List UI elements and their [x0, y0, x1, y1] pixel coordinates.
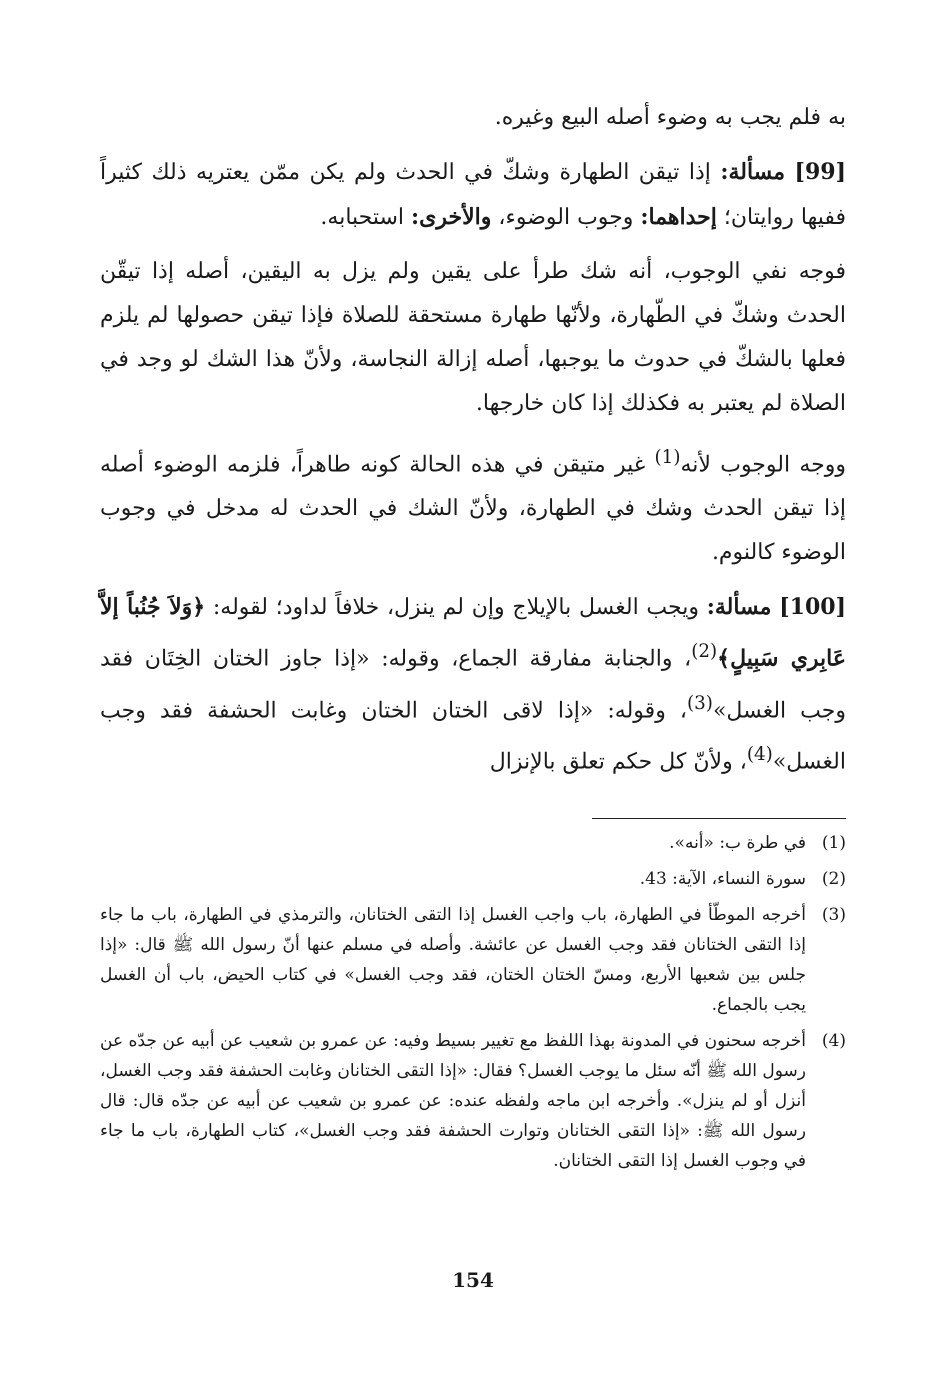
issue-text: إذا تيقن الطهارة وشكّ في الحدث ولم يكن ممّن يعتريه ذلك كثيراً ففيها روايتان؛	[100, 160, 846, 230]
second-narration-label: والأخرى:	[411, 204, 492, 230]
page-number: 154	[452, 1268, 494, 1292]
paragraph-continuation: به فلم يجب به وضوء أصله البيع وغيره.	[494, 105, 846, 130]
footnote-number: (1)	[821, 833, 846, 853]
quran-verse: ﴿وَلاَ جُنُباً إلاَّ عَابِري سَبِيلٍ﴾	[100, 594, 847, 672]
issue-text-end: ، ولأنّ كل حكم تعلق بالإنزال	[489, 749, 747, 775]
footnote-number: (2)	[821, 869, 846, 889]
first-narration-text: وجوب الوضوء،	[491, 205, 641, 230]
footnote-separator	[592, 818, 846, 819]
footnote-2	[100, 864, 846, 894]
footnote-4	[100, 1026, 846, 1176]
first-narration-label: إحداهما:	[640, 204, 717, 230]
footnote-ref-1[interactable]: (1)	[654, 447, 681, 468]
paragraph-issue-99	[100, 150, 846, 240]
footnote-number: (4)	[821, 1031, 846, 1051]
issue-number: [100]	[779, 594, 846, 621]
footnote-text: سورة النساء، الآية: 43.	[639, 869, 806, 889]
issue-number: [99]	[794, 159, 846, 185]
issue-label: مسألة:	[720, 159, 786, 185]
footnote-ref-2[interactable]: (2)	[691, 641, 718, 663]
footnote-number: (3)	[821, 905, 846, 925]
footnote-3	[100, 900, 846, 1020]
footnotes	[100, 828, 846, 1182]
obligation-text-start: ووجه الوجوب لأنه	[680, 452, 846, 478]
footnote-ref-3[interactable]: (3)	[686, 692, 713, 714]
footnote-text: أخرجه سحنون في المدونة بهذا اللفظ مع تغيير بسيط وفيه: عن عمرو بن شعيب عن أبيه عن جدّه عن رسول الله ﷺ أنّه سئل ما يوجب الغسل؟ فقال: «إذا التقى الختانان وغابت الحشفة فقد وجب الغسل، أنزل أو لم ينزل». وأخرجه ابن ماجه ولفظه عنده: عن عمرو بن شعيب عن أبيه عن جدّه قال: قال رسول الله ﷺ: «إذا التقى الختانان وتوارت الحشفة فقد وجب الغسل»، كتاب الطهارة، باب ما جاء في وجوب الغسل إذا التقى الختانان.	[100, 1031, 806, 1171]
main-text	[100, 96, 846, 784]
second-narration-text: استحبابه.	[320, 205, 412, 230]
paragraph-negation-reason: فوجه نفي الوجوب، أنه شك طرأ على يقين ولم يزل به اليقين، أصله إذا تيقّن الحدث وشكّ في الطّهارة، ولأنّها طهارة مستحقة للصلاة فإذا تيقن حصولها لم يلزم فعلها بالشكّ في حدوث ما يوجبها، أصله إزالة النجاسة، ولأنّ هذا الشك لو وجد في الصلاة لم يعتبر به فكذلك إذا كان خارجها.	[100, 259, 846, 416]
paragraph-obligation-reason	[100, 436, 846, 575]
footnote-text: أخرجه الموطّأ في الطهارة، باب واجب الغسل إذا التقى الختانان، والترمذي في الطهارة، باب ما جاء إذا التقى الختانان فقد وجب الغسل عن عائشة. وأصله في مسلم عنها أنّ رسول الله ﷺ قال: «إذا جلس بين شعبها الأربع، ومسّ الختان الختان، فقد وجب الغسل» في كتاب الحيض، باب أن الغسل يجب بالجماع.	[100, 905, 806, 1015]
issue-label: مسألة:	[706, 594, 772, 621]
footnote-ref-4[interactable]: (4)	[746, 743, 773, 765]
obligation-text-rest: غير متيقن في هذه الحالة كونه طاهراً، فلزمه الوضوء أصله إذا تيقن الحدث وشك في الطهارة، ولأنّ الشك في الحدث له مدخل في وجوب الوضوء كالنوم.	[100, 452, 846, 566]
footnote-1	[100, 828, 846, 858]
footnote-text: في طرة ب: «أنه».	[669, 833, 806, 853]
paragraph-issue-100	[100, 585, 846, 784]
issue-text-cont: ، وقوله: «إذا لاقى الختان الختان وغابت الحشفة فقد وجب الغسل»	[100, 697, 846, 775]
issue-text: ويجب الغسل بالإيلاج وإن لم ينزل، خلافاً لداود؛ لقوله:	[205, 595, 707, 621]
issue-text-cont: ، والجنابة مفارقة الجماع، وقوله: «إذا جاوز الختان الخِتَان فقد وجب الغسل»	[100, 646, 846, 723]
